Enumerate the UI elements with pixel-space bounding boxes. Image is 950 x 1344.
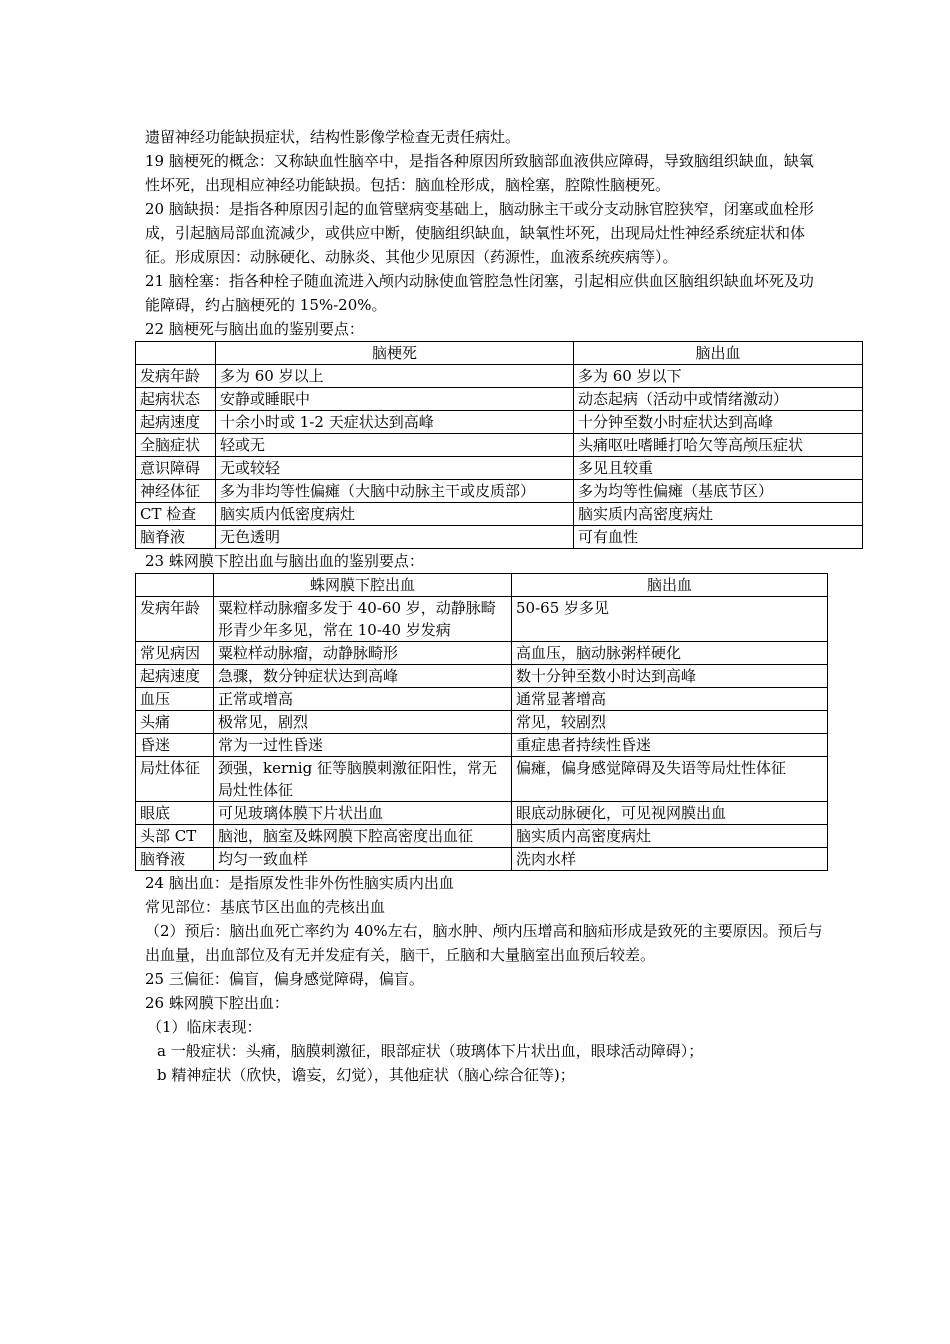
table-row [136, 825, 828, 848]
table-row [136, 503, 863, 526]
table-cell: 数十分钟至数小时达到高峰 [512, 665, 828, 688]
list-item: （1）临床表现： [147, 1018, 262, 1036]
row-label: 头痛 [136, 711, 214, 734]
heading-23: 23 蛛网膜下腔出血与脑出血的鉴别要点： [145, 552, 424, 570]
row-label: 眼底 [136, 802, 214, 825]
heading-26: 26 蛛网膜下腔出血： [145, 994, 289, 1012]
table-cell: 极常见，剧烈 [214, 711, 512, 734]
paragraph-21: 21 脑栓塞：指各种栓子随血流进入颅内动脉使血管腔急性闭塞，引起相应供血区脑组织缺血坏死及功能障碍，约占脑梗死的 15%-20%。 [145, 272, 814, 314]
table-cell: 通常显著增高 [512, 688, 828, 711]
table-cell: 可有血性 [574, 526, 863, 549]
table-header-row [136, 574, 828, 597]
row-label: 发病年龄 [136, 365, 216, 388]
table-row [136, 757, 828, 802]
table-cell: 多见且较重 [574, 457, 863, 480]
table-cell: 安静或睡眠中 [216, 388, 574, 411]
table-cell: 动态起病（活动中或情绪激动） [574, 388, 863, 411]
table-row [136, 411, 863, 434]
table-cell: 脑实质内高密度病灶 [512, 825, 828, 848]
table-row [136, 388, 863, 411]
heading-22: 22 脑梗死与脑出血的鉴别要点： [145, 320, 364, 338]
row-label: 发病年龄 [136, 597, 214, 642]
table-cell: 脑实质内高密度病灶 [574, 503, 863, 526]
table-cell: 多为 60 岁以下 [574, 365, 863, 388]
table-cell: 可见玻璃体膜下片状出血 [214, 802, 512, 825]
paragraph-20: 20 脑缺损：是指各种原因引起的血管壁病变基础上，脑动脉主干或分支动脉官腔狭窄，闭塞或血栓形成，引起脑局部血流减少，或供应中断，使脑组织缺血，缺氧性坏死，出现局灶性神经系统症状和体征。形成原因：动脉硬化、动脉炎、其他少见原因（药源性，血液系统疾病等）。 [145, 200, 814, 266]
table-cell: 脑实质内低密度病灶 [216, 503, 574, 526]
table-row [136, 711, 828, 734]
paragraph-24: 24 脑出血：是指原发性非外伤性脑实质内出血 [145, 874, 454, 892]
table-header-cell [136, 342, 216, 365]
document-page [140, 125, 825, 1087]
table-row [136, 848, 828, 871]
table-infarct-vs-hemorrhage [135, 341, 863, 549]
table-cell: 十余小时或 1-2 天症状达到高峰 [216, 411, 574, 434]
table-cell: 重症患者持续性昏迷 [512, 734, 828, 757]
paragraph-25: 25 三偏征：偏盲，偏身感觉障碍，偏盲。 [145, 970, 424, 988]
table-cell: 多为均等性偏瘫（基底节区） [574, 480, 863, 503]
table-row [136, 734, 828, 757]
table-cell: 颈强，kernig 征等脑膜刺激征阳性，常无局灶性体征 [214, 757, 512, 802]
table-cell: 偏瘫，偏身感觉障碍及失语等局灶性体征 [512, 757, 828, 802]
table-cell: 急骤，数分钟症状达到高峰 [214, 665, 512, 688]
table-row [136, 457, 863, 480]
paragraph-19: 19 脑梗死的概念：又称缺血性脑卒中，是指各种原因所致脑部血液供应障碍，导致脑组织缺血，缺氧性坏死，出现相应神经功能缺损。包括：脑血栓形成，脑栓塞，腔隙性脑梗死。 [145, 152, 814, 194]
table-row [136, 480, 863, 503]
table-cell: 眼底动脉硬化，可见视网膜出血 [512, 802, 828, 825]
table-cell: 头痛呕吐嗜睡打哈欠等高颅压症状 [574, 434, 863, 457]
table-cell: 十分钟至数小时症状达到高峰 [574, 411, 863, 434]
table-row [136, 597, 828, 642]
row-label: 常见病因 [136, 642, 214, 665]
table-cell: 常见，较剧烈 [512, 711, 828, 734]
table-cell: 均匀一致血样 [214, 848, 512, 871]
row-label: 脑脊液 [136, 526, 216, 549]
row-label: 脑脊液 [136, 848, 214, 871]
list-item: a 一般症状：头痛，脑膜刺激征，眼部症状（玻璃体下片状出血，眼球活动障碍）； [157, 1042, 704, 1060]
table-cell: 多为 60 岁以上 [216, 365, 574, 388]
table-header-cell: 脑出血 [574, 342, 863, 365]
row-label: 昏迷 [136, 734, 214, 757]
table-cell: 多为非均等性偏瘫（大脑中动脉主干或皮质部） [216, 480, 574, 503]
row-label: 起病速度 [136, 665, 214, 688]
row-label: 神经体征 [136, 480, 216, 503]
table-cell: 粟粒样动脉瘤多发于 40-60 岁，动静脉畸形青少年多见，常在 10-40 岁发病 [214, 597, 512, 642]
row-label: 局灶体征 [136, 757, 214, 802]
table-cell: 脑池，脑室及蛛网膜下腔高密度出血征 [214, 825, 512, 848]
table-header-cell: 蛛网膜下腔出血 [214, 574, 512, 597]
row-label: 全脑症状 [136, 434, 216, 457]
row-label: 起病状态 [136, 388, 216, 411]
table-cell: 高血压，脑动脉粥样硬化 [512, 642, 828, 665]
table-header-cell [136, 574, 214, 597]
table-cell: 无或较轻 [216, 457, 574, 480]
row-label: 血压 [136, 688, 214, 711]
table-sah-vs-hemorrhage [135, 573, 828, 871]
paragraph-prognosis: （2）预后：脑出血死亡率约为 40%左右，脑水肿、颅内压增高和脑疝形成是致死的主要原因。预后与出血量，出血部位及有无并发症有关，脑干，丘脑和大量脑室出血预后较差。 [145, 922, 823, 964]
table-row [136, 434, 863, 457]
table-cell: 洗肉水样 [512, 848, 828, 871]
row-label: CT 检查 [136, 503, 216, 526]
list-item: b 精神症状（欣快，谵妄，幻觉），其他症状（脑心综合征等)； [157, 1066, 575, 1084]
table-row [136, 526, 863, 549]
table-row [136, 642, 828, 665]
table-cell: 无色透明 [216, 526, 574, 549]
table-header-row [136, 342, 863, 365]
row-label: 头部 CT [136, 825, 214, 848]
table-row [136, 665, 828, 688]
table-header-cell: 脑出血 [512, 574, 828, 597]
table-row [136, 802, 828, 825]
table-row [136, 365, 863, 388]
row-label: 起病速度 [136, 411, 216, 434]
table-cell: 粟粒样动脉瘤，动静脉畸形 [214, 642, 512, 665]
table-header-cell: 脑梗死 [216, 342, 574, 365]
table-cell: 轻或无 [216, 434, 574, 457]
table-cell: 正常或增高 [214, 688, 512, 711]
row-label: 意识障碍 [136, 457, 216, 480]
table-cell: 常为一过性昏迷 [214, 734, 512, 757]
table-cell: 50-65 岁多见 [512, 597, 828, 642]
table-row [136, 688, 828, 711]
paragraph-continuation: 遗留神经功能缺损症状，结构性影像学检查无责任病灶。 [145, 128, 521, 146]
paragraph-common-site: 常见部位：基底节区出血的壳核出血 [145, 898, 386, 916]
